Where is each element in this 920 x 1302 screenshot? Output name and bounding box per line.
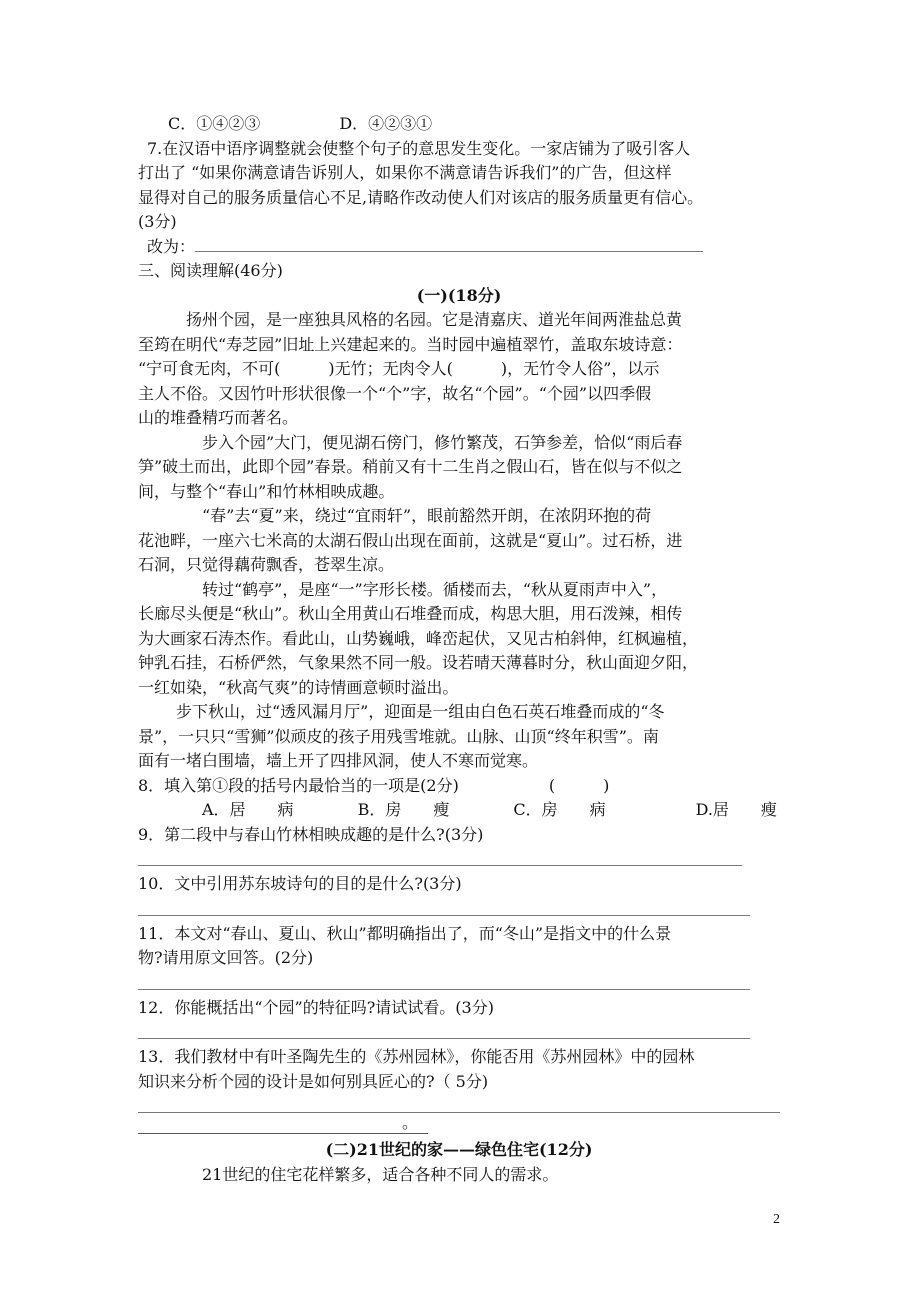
question-9 bbox=[138, 823, 780, 867]
question-10 bbox=[138, 872, 780, 916]
page-number: 2 bbox=[773, 1212, 780, 1227]
passage2-title: (二)21世纪的家——绿色住宅(12分) bbox=[325, 1140, 593, 1159]
section3-title: 三、阅读理解(46分) bbox=[138, 261, 283, 280]
q11-line: 物?请用原文回答。(2分) bbox=[138, 948, 314, 967]
passage-line: 一红如染，“秋高气爽”的诗情画意顿时溢出。 bbox=[138, 677, 459, 697]
q8-options bbox=[138, 798, 780, 823]
q12-text: 12．你能概括出“个园”的特征吗?请试试看。(3分) bbox=[138, 997, 494, 1017]
passage-line: 步入个园”大门，便见湖石傍门，修竹繁茂，石笋参差，恰似“雨后春 bbox=[202, 432, 683, 452]
q8-text: 8．填入第①段的括号内最恰当的一项是(2分) bbox=[138, 775, 459, 795]
q7-answer-row bbox=[138, 235, 780, 260]
q6-option-c: C．①④②③ bbox=[168, 114, 261, 133]
q7-answer-label: 改为： bbox=[147, 236, 196, 256]
q7-line: (3分) bbox=[138, 212, 177, 231]
question-12 bbox=[138, 996, 780, 1040]
q11-answer-line[interactable] bbox=[138, 989, 750, 990]
q8-option-d[interactable]: D.居 瘦 bbox=[695, 800, 777, 819]
passage-1 bbox=[138, 284, 780, 774]
q8-answer-bracket[interactable]: ( ) bbox=[548, 775, 610, 795]
passage-line: 间，与整个“春山”和竹林相映成趣。 bbox=[138, 481, 395, 501]
question-11 bbox=[138, 922, 780, 990]
q8-option-a[interactable]: A．居 病 bbox=[202, 800, 294, 819]
q10-answer-line[interactable] bbox=[138, 915, 750, 916]
question-7 bbox=[138, 137, 780, 260]
passage-line: 步下秋山，过“透风漏月厅”，迎面是一组由白色石英石堆叠而成的“冬 bbox=[176, 702, 665, 721]
q8-option-b[interactable]: B．房 瘦 bbox=[357, 800, 450, 819]
passage-line: 主人不俗。又因竹叶形状很像一个“个”字，故名“个园”。“个园”以四季假 bbox=[138, 383, 652, 403]
passage-line: “春”去“夏”来，绕过“宜雨轩”，眼前豁然开朗，在浓阴环抱的荷 bbox=[202, 506, 652, 525]
q6-option-d: D．④②③① bbox=[339, 114, 433, 133]
q13-answer-line-end[interactable] bbox=[138, 1113, 428, 1134]
passage-2 bbox=[138, 1138, 780, 1187]
passage-line: 至筠在明代“寿芝园”旧址上兴建起来的。当时园中遍植翠竹，盖取东坡诗意： bbox=[138, 334, 683, 354]
q10-text: 10．文中引用苏东坡诗句的目的是什么?(3分) bbox=[138, 874, 462, 893]
q7-line: 打出了 “如果你满意请告诉别人，如果你不满意请告诉我们”的广告，但这样 bbox=[138, 163, 672, 182]
passage-line: 景”，一只只“雪狮”似顽皮的孩子用残雪堆就。山脉、山顶“终年积雪”。南 bbox=[138, 726, 659, 746]
passage-line: 石洞，只觉得藕荷飘香，苍翠生凉。 bbox=[138, 555, 395, 574]
q6-options bbox=[138, 112, 780, 137]
passage-line: 扬州个园，是一座独具风格的名园。它是清嘉庆、道光年间两淮盐总黄 bbox=[186, 310, 683, 329]
q8-option-c[interactable]: C．房 病 bbox=[513, 800, 606, 819]
q11-line: 11．本文对“春山、夏山、秋山”都明确指出了，而“冬山”是指文中的什么景 bbox=[138, 923, 672, 943]
q13-line: 13．我们教材中有叶圣陶先生的《苏州园林》，你能否用《苏州园林》中的园林 bbox=[138, 1047, 695, 1066]
q7-line: 7.在汉语中语序调整就会使整个句子的意思发生变化。一家店铺为了吸引客人 bbox=[147, 138, 691, 158]
passage-line: 山的堆叠精巧而著名。 bbox=[138, 408, 299, 427]
q9-answer-line[interactable] bbox=[138, 865, 742, 866]
q7-answer-line[interactable] bbox=[195, 237, 703, 252]
passage-line: 笋”破土而出，此即个园”春景。稍前又有十二生肖之假山石，皆在似与不似之 bbox=[138, 457, 683, 476]
question-8 bbox=[138, 774, 780, 823]
q13-line: 知识来分析个园的设计是如何别具匠心的?（ 5分) bbox=[138, 1071, 489, 1091]
passage-line: “宁可食无肉，不可( )无竹；无肉令人( )，无竹令人俗”，以示 bbox=[138, 359, 660, 378]
passage1-title: (一)(18分) bbox=[416, 285, 502, 305]
passage-line: 转过“鹤亭”，是座“一”字形长楼。循楼而去，“秋从夏雨声中入”， bbox=[202, 579, 668, 599]
page-content bbox=[138, 112, 780, 1187]
passage2-first-line: 21世纪的住宅花样繁多，适合各种不同人的需求。 bbox=[202, 1164, 559, 1184]
passage-line: 面有一堵白围墙，墙上开了四排风洞，使人不寒而觉寒。 bbox=[138, 751, 539, 770]
q12-answer-line[interactable] bbox=[138, 1038, 750, 1039]
q8-row bbox=[138, 774, 780, 799]
passage-line: 花池畔，一座六七米高的太湖石假山出现在面前，这就是“夏山”。过石桥，进 bbox=[138, 530, 683, 550]
passage-line: 为大画家石涛杰作。看此山，山势巍峨，峰峦起伏，又见古柏斜伸，红枫遍植， bbox=[138, 628, 699, 648]
question-13 bbox=[138, 1045, 780, 1134]
q7-line: 显得对自己的服务质量信心不足,请略作改动使人们对该店的服务质量更有信心。 bbox=[138, 187, 704, 207]
q9-text: 9．第二段中与春山竹林相映成趣的是什么?(3分) bbox=[138, 824, 484, 844]
q13-end-mark: 。 bbox=[401, 1113, 418, 1132]
passage-line: 长廊尽头便是“秋山”。秋山全用黄山石堆叠而成，构思大胆，用石泼辣，相传 bbox=[138, 604, 683, 623]
passage-line: 钟乳石挂，石桥俨然，气象果然不同一般。设若晴天薄暮时分，秋山面迎夕阳， bbox=[138, 653, 699, 672]
